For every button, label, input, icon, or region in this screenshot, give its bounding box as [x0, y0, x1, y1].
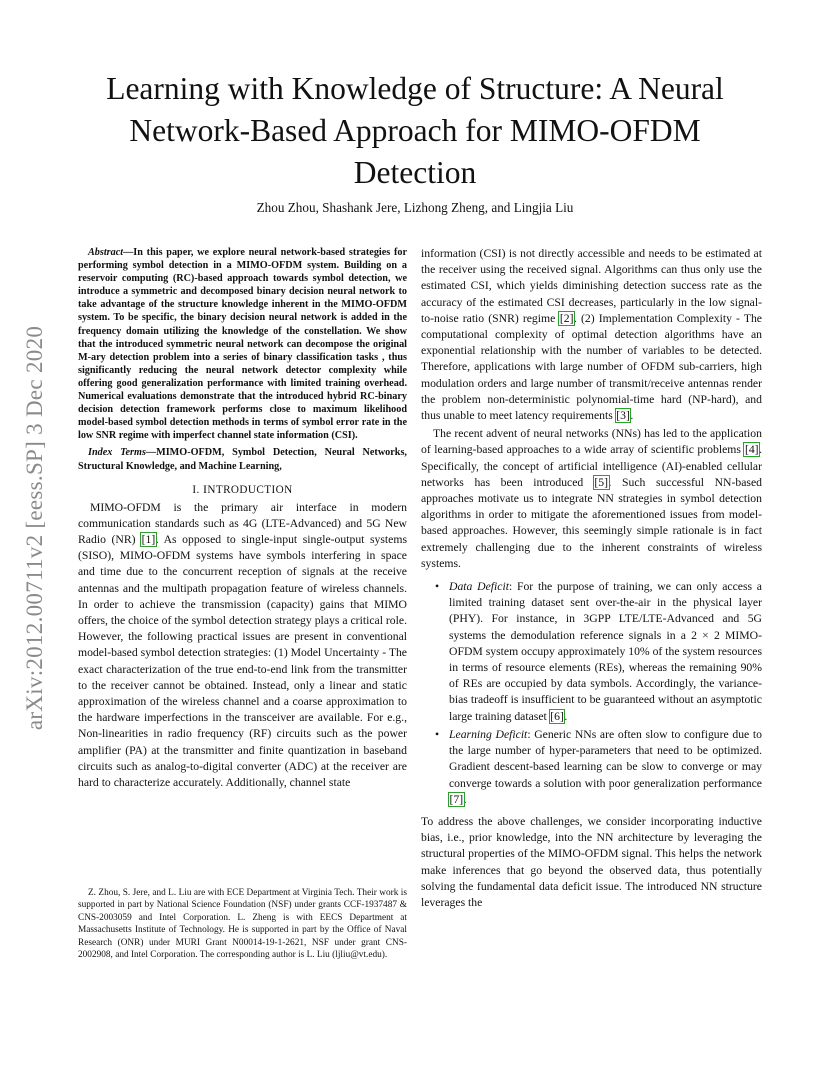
citation-link-1[interactable]: [1] [141, 533, 156, 546]
index-terms-lead: Index Terms [88, 447, 146, 459]
arxiv-identifier-stamp [20, 288, 50, 768]
author-list: Zhou Zhou, Shashank Jere, Lizhong Zheng, and Lingjia Liu [256, 200, 574, 215]
citation-link-4[interactable]: [4] [744, 443, 759, 457]
citation-link-2[interactable]: [2] [559, 311, 574, 325]
right-p2-text-a: The recent advent of neural networks (NNs) has led to the application of learning-based approaches to a wide array of scientific problems [421, 427, 762, 457]
section-title-rest: NTRODUCTION [207, 483, 293, 496]
list-item-learning-deficit [435, 727, 762, 808]
bullet-text-data-deficit: : For the purpose of training, we can only access a limited training dataset sent over-the-air in the physical layer (PHY). For instance, in 3GPP LTE/LTE-Advanced and 5G systems the demodulation reference signals in a 2 × 2 MIMO-OFDM system occupy approximately 10% of the system resources in terms of resource elements (REs), whereas the remaining 90% of REs are occupied by data symbols. Accordingly, the variance-bias tradeoff is insufficient to be guaranteed without an asymptotic large training dataset [449, 580, 762, 723]
arxiv-identifier-text: arXiv:2012.00711v2 [eess.SP] 3 Dec 2020 [22, 325, 48, 731]
right-paragraph-1 [421, 246, 762, 424]
section-heading-introduction [78, 482, 407, 497]
citation-link-6[interactable]: [6] [550, 709, 564, 723]
bullet-icon: • [435, 580, 440, 594]
citation-link-5[interactable]: [5] [594, 475, 608, 489]
bullet-term-data-deficit: Data Deficit [449, 580, 509, 594]
bullet-text-learning-deficit-end: . [463, 792, 467, 806]
intro-text-b: . As opposed to single-input single-output systems (SISO), MIMO-OFDM systems have symbols interfering in space and time due to the concurrent reception of signals at the receive antennas and the multipath propagation feature of wireless channels. In order to achieve the transmission (capacity) gains that MIMO offers, the choice of the symbol detection strategy plays a critical role. However, the following practical issues are present in conventional model-based symbol detection strategies: (1) Model Uncertainty - The exact characterization of the true end-to-end link from the transmitter to the receiver cannot be obtained. Instead, only a linear and static approximation of the wireless channel and a coarse approximation to the hardware imperfections in the transceiver are available. For e.g., Non-linearities in radio frequency (RF) circuits such as the power amplifier (PA) at the transmitter and finite quantization in baseband circuits such as analog-to-digital converter (ADC) at the receiver are hard to characterize accurately. Additionally, channel state [78, 533, 408, 790]
paper-title: Learning with Knowledge of Structure: A Neural Network-Based Approach for MIMO-OFDM Detection [106, 71, 724, 190]
intro-paragraph-1 [78, 500, 407, 792]
challenge-list [421, 579, 762, 808]
right-p2-text-c: . Such successful NN-based approaches motivate us to integrate NN strategies in symbol detection algorithms in order to mitigate the aforementioned issues from model-based approaches. However, this seemingly simple rationale is in fact extremely challenging due to the inherent constraints of wireless systems. [421, 475, 763, 570]
abstract-text: —In this paper, we explore neural network-based strategies for performing symbol detection in a MIMO-OFDM system. Building on a reservoir computing (RC)-based approach towards symbol detection, we introduce a symmetric and decomposed binary decision neural network to take advantage of the structure knowledge inherent in the MIMO-OFDM system. To be specific, the binary decision neural network is added in the frequency domain utilizing the knowledge of the constellation. We show that the introduced symmetric neural network can decompose the original M-ary detection problem into a series of binary classification tasks , thus significantly reducing the neural network detector complexity while offering good generalization performance with limited training overhead. Numerical evaluations demonstrate that the introduced hybrid RC-binary decision detection framework performs close to maximum likelihood model-based symbol detection methods in terms of symbol error rate in the low SNR regime with imperfect channel state information (CSI). [78, 247, 407, 442]
bullet-text-learning-deficit: : Generic NNs are often slow to configure due to the large number of hyper-parameters that need to be optimized. Gradient descent-based learning can be slow to converge or may converge towards a solution with poor generalization performance [449, 727, 762, 790]
section-first-letter: I [202, 481, 208, 496]
abstract [78, 246, 407, 442]
bullet-term-learning-deficit: Learning Deficit [449, 727, 528, 741]
right-p1-text-a: information (CSI) is not directly accessible and needs to be estimated at the receiver using the received signal. Algorithms can thus only use the estimated CSI, which yields diminishing detection success rate as the accuracy of the estimated CSI decreases, particularly in the low signal-to-noise ratio (SNR) regime [421, 247, 762, 325]
right-p1-text-b: . (2) Implementation Complexity - The computational complexity of optimal detection algorithms have an exponential relationship with the number of variables to be detected. Therefore, applications with large number of OFDM sub-carriers, high modulation orders and large number of transmit/receive antennas render the problem non-deterministic polynomial-time hard (NP-hard), and thus unable to meet latency requirements [421, 311, 762, 423]
left-column [78, 246, 407, 791]
list-item-data-deficit [435, 579, 762, 725]
citation-link-7[interactable]: [7] [449, 792, 464, 806]
index-terms-text: —MIMO-OFDM, Symbol Detection, Neural Networks, Structural Knowledge, and Machine Learning, [78, 447, 407, 472]
bullet-icon: • [435, 727, 440, 741]
section-number: I. [192, 483, 203, 496]
right-paragraph-3: To address the above challenges, we consider incorporating inductive bias, i.e., prior knowledge, into the NN architecture by leveraging the structural properties of the MIMO-OFDM signal. This helps the network make inferences that go beyond the observed data, thus potentially solving the fundamental data deficit issue. The introduced NN structure leverages the [421, 814, 762, 909]
intro-text-a: MIMO-OFDM is the primary air interface in modern communication standards such as 4G (LTE-Advanced) and 5G New Radio (NR) [78, 500, 407, 546]
abstract-lead: Abstract [88, 247, 124, 258]
right-paragraph-2 [421, 426, 762, 572]
right-column [421, 246, 762, 911]
right-p2-text-b: . Specifically, the concept of artificial intelligence (AI)-enabled cellular networks has been introduced [421, 443, 762, 489]
bullet-text-data-deficit-end: . [564, 709, 568, 723]
right-p1-text-c: . [630, 409, 634, 423]
author-footnote: Z. Zhou, S. Jere, and L. Liu are with ECE Department at Virginia Tech. Their work is supported in part by National Science Foundation (NSF) under grants CCF-1937487 & CNS-2003059 and Intel Corporation. L. Zheng is with EECS Department at Massachusetts Institute of Technology. He is supported in part by the Office of Naval Research (ONR) under MURI Grant N00014-19-1-2621, NSF under grant CNS-2002908, and Intel Corporation. The corresponding author is L. Liu (ljliu@vt.edu). [78, 888, 407, 961]
citation-link-3[interactable]: [3] [616, 409, 630, 423]
index-terms [78, 446, 407, 472]
